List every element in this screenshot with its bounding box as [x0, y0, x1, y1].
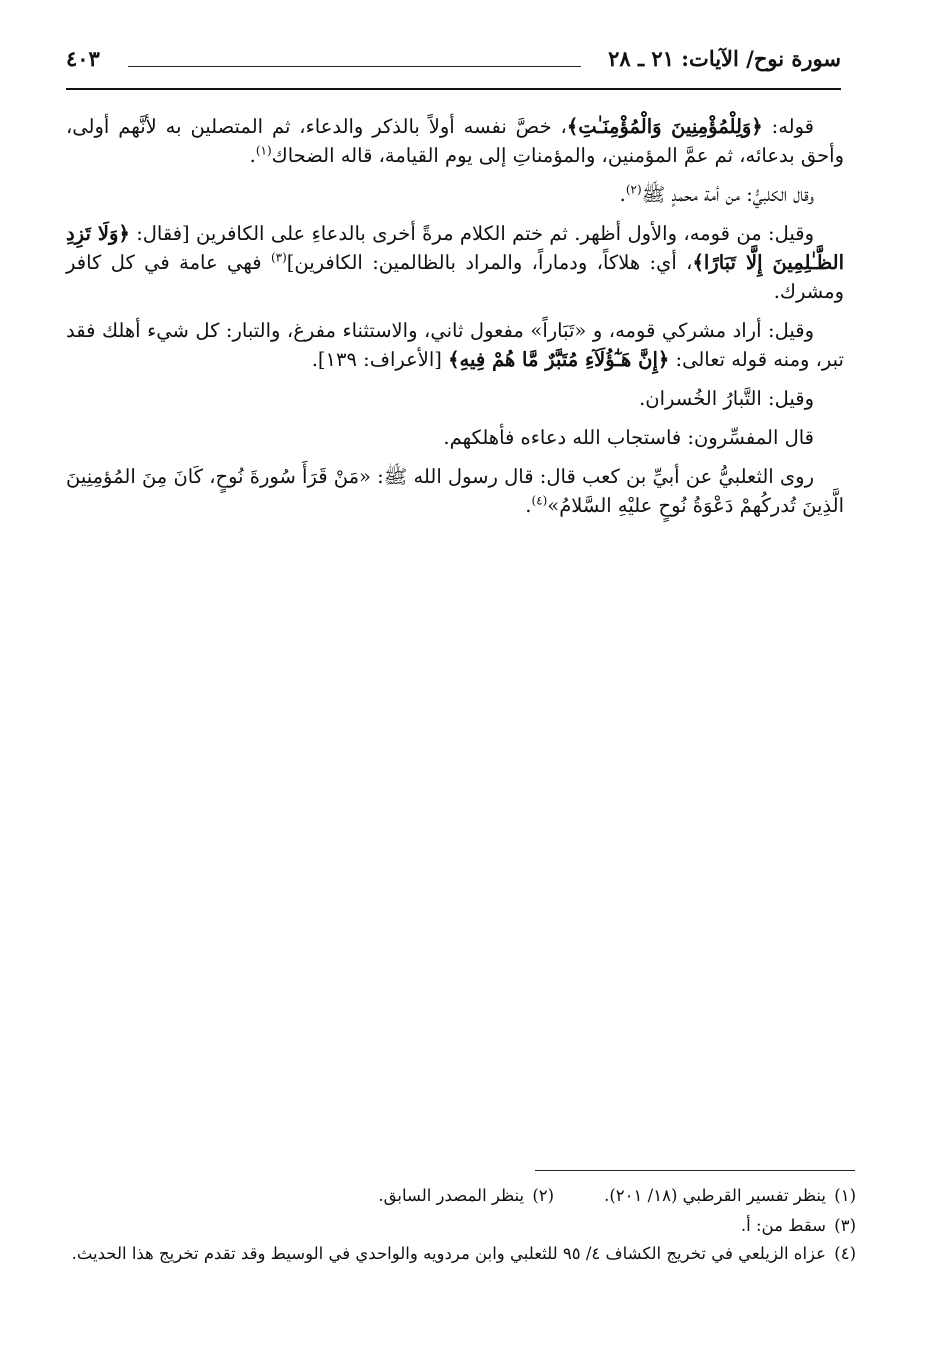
- paragraph-1-end: .: [249, 144, 256, 167]
- quran-quote: ﴿وَلِلْمُؤْمِنِينَ وَالْمُؤْمِنَـٰتِ﴾: [566, 115, 763, 138]
- quran-quote: ﴿وَلَا تَزِدِ الظَّـٰلِمِينَ إِلَّا تَبَارًا﴾: [66, 222, 844, 274]
- footnote-text: ينظر المصدر السابق.: [378, 1186, 525, 1205]
- paragraph-4-text: [الأعراف: ١٣٩].: [311, 348, 449, 371]
- paragraph-6: قال المفسِّرون: فاستجاب الله دعاءه فأهلكهم.: [443, 426, 814, 449]
- paragraph-3-lead: وقيل: من قومه، والأول أظهر. ثم ختم الكلام مرةً أخرى بالدعاءِ على الكافرين [فقال:: [129, 222, 814, 245]
- paragraph-5: وقيل: التَّبارُ الخُسران.: [639, 387, 814, 410]
- paragraph-4: [66, 316, 844, 374]
- page-number: ٤٠٣: [66, 46, 100, 71]
- footnote-number: (٣): [834, 1216, 856, 1235]
- footnote-1: [604, 1183, 856, 1209]
- footnote-2: [378, 1183, 554, 1209]
- page-header: [66, 44, 841, 90]
- footnote-text: سقط من: أ.: [740, 1216, 826, 1235]
- main-text: [66, 112, 844, 530]
- paragraph-1-text: ، خصَّ نفسه أولاً بالذكر والدعاء، ثم المتصلين به لأنَّهم أولى، وأحق بدعائه، ثم عمَّ المؤمنين، والمؤمناتِ إلى يوم القيامة، قاله الضحاك: [66, 115, 844, 167]
- footnote-ref-1: (١): [255, 143, 272, 158]
- footnote-ref-4: (٤): [531, 493, 548, 508]
- paragraph-3-end: فهي عامة في كل كافر ومشرك.: [66, 251, 844, 303]
- footnote-number: (١): [834, 1186, 856, 1205]
- paragraph-1: [66, 112, 844, 170]
- paragraph-4-lead: وقيل: أراد مشركي قومه، و «تَبَاراً» مفعول ثاني، والاستثناء مفرغ، والتبار: كل شيء أهلك فقد تبر، ومنه قوله تعالى:: [66, 319, 844, 371]
- paragraph-7-text: روى الثعلبيُّ عن أبيِّ بن كعب قال: قال رسول الله ﷺ: «مَنْ قَرَأَ سُورةَ نُوحٍ، كَانَ مِنَ المُؤمِنِينَ الَّذِينَ تُدركُهمْ دَعْوَةُ نُوحٍ عليْهِ السَّلامُ»: [66, 465, 844, 517]
- paragraph-2: [66, 180, 844, 209]
- paragraph-2-end: .: [619, 183, 626, 206]
- paragraph-7: [66, 462, 844, 520]
- footnote-number: (٢): [532, 1186, 555, 1205]
- footnote-4: [66, 1241, 856, 1267]
- footnote-number: (٤): [834, 1244, 856, 1263]
- paragraph-2-text: وقال الكلبيُّ: من أمة محمدٍ ﷺ: [641, 183, 814, 206]
- header-title-rule: [128, 66, 581, 67]
- quran-quote: ﴿إِنَّ هَـٰٓؤُلَآءِ مُتَبَّرٌ مَّا هُمْ فِيهِ﴾: [448, 348, 670, 371]
- footnote-3: [66, 1213, 856, 1239]
- running-title: سورة نوح/ الآيات: ٢١ ـ ٢٨: [600, 44, 841, 74]
- footnote-ref-3: (٣): [270, 250, 287, 265]
- footnote-text: عزاه الزيلعي في تخريج الكشاف ٤/ ٩٥ للثعلبي وابن مردويه والواحدي في الوسيط وقد تقدم تخريج هذا الحديث.: [71, 1244, 826, 1263]
- paragraph-7-end: .: [525, 494, 532, 517]
- paragraph-1-lead: قوله:: [762, 115, 815, 138]
- footnotes: [66, 1183, 856, 1269]
- paragraph-3-text: ، أي: هلاكاً، ودماراً، والمراد بالظالمين: الكافرين]: [286, 251, 693, 274]
- paragraph-3: [66, 219, 844, 306]
- footnote-ref-2: (٢): [625, 182, 642, 197]
- footnote-text: ينظر تفسير القرطبي (١٨/ ٢٠١).: [604, 1186, 826, 1205]
- footnotes-divider: [535, 1170, 855, 1171]
- footnote-row: [66, 1183, 856, 1211]
- header-divider: [66, 88, 841, 90]
